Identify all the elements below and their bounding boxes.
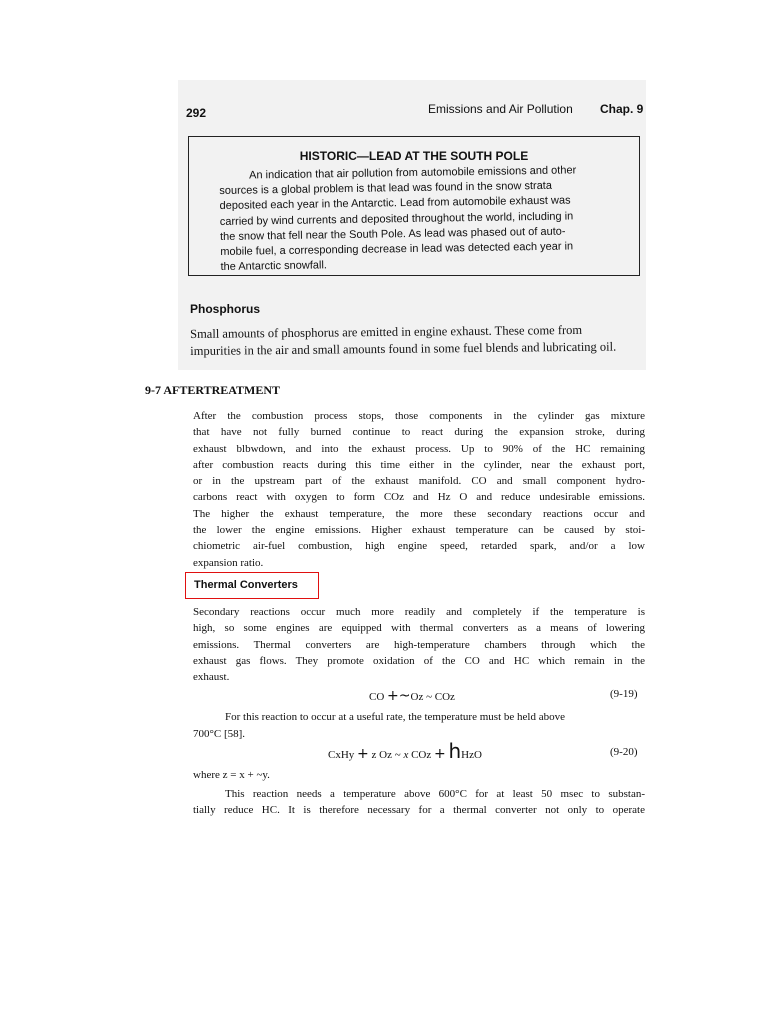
sidebar-line: mobile fuel, a corresponding decrease in lead was detected each year in — [220, 240, 574, 259]
where-plus: + — [247, 769, 254, 781]
where-text: where z = — [193, 769, 237, 781]
sidebar-line: the Antarctic snowfall. — [220, 259, 328, 274]
paragraph-line: the lower the engine emissions. Higher exhaust temperature can be caused by stoi- — [193, 524, 645, 537]
eq-term: COz — [411, 749, 432, 761]
thermal-paragraph — [193, 604, 645, 685]
section-heading: 9-7 AFTERTREATMENT — [145, 383, 281, 397]
paragraph-line: expansion ratio. — [193, 556, 264, 569]
paragraph-line: exhaust gas flows. They promote oxidation of the CO and HC which remain in the — [193, 654, 645, 667]
sidebar-line: An indication that air pollution from automobile emissions and other — [249, 164, 577, 182]
eq-plus: + — [387, 688, 399, 704]
sidebar-line: the snow that fell near the South Pole. As lead was phased out of auto- — [219, 225, 566, 243]
sidebar-body — [219, 163, 616, 276]
sidebar-line: sources is a global problem is that lead was found in the snow strata — [219, 179, 553, 198]
sidebar-line: deposited each year in the Antarctic. Lead from automobile exhaust was — [219, 194, 571, 213]
highlight-box — [185, 572, 319, 599]
eq-glyph: h — [448, 739, 462, 763]
eq-term: CO — [369, 691, 385, 703]
text-line: For this reaction to occur at a useful rate, the temperature must be held above — [225, 711, 565, 723]
paragraph-line: After the combustion process stops, those components in the cylinder gas mixture — [193, 410, 645, 422]
paragraph-line: after combustion reacts during this time either in the cylinder, near the exhaust port, — [193, 458, 645, 471]
paragraph-line: carbons react with oxygen to form COz and Hz O and reduce undesirable emissions. — [193, 491, 645, 504]
sidebar-title: HISTORIC—LEAD AT THE SOUTH POLE — [299, 149, 529, 163]
eq-variable: x — [403, 749, 409, 761]
eq-plus: + — [434, 746, 446, 762]
where-line — [193, 769, 270, 781]
eq-term: HzO — [461, 749, 482, 761]
paragraph-line: that have not fully burned continue to react during the expansion stroke, during — [193, 426, 645, 439]
eq-tilde: ~ — [398, 688, 411, 704]
phosphorus-paragraph — [190, 321, 642, 360]
eq-term: z Oz ~ — [371, 749, 401, 761]
chapter-label: Chap. 9 — [600, 102, 644, 116]
running-title: Emissions and Air Pollution — [428, 102, 573, 116]
paragraph-line: tially reduce HC. It is therefore necessary for a thermal converter not only to operate — [193, 804, 645, 817]
paragraph-line: This reaction needs a temperature above 600°C for at least 50 msec to substan- — [225, 788, 645, 800]
thermal-converters-heading: Thermal Converters — [194, 579, 298, 591]
paragraph-line: or in the upstream part of the exhaust manifold. CO and small component hydro- — [193, 475, 645, 488]
phosphorus-heading: Phosphorus — [190, 302, 261, 316]
paragraph-line: Small amounts of phosphorus are emitted in engine exhaust. These come from — [190, 322, 583, 341]
where-tail: ~y. — [256, 769, 270, 781]
page-number: 292 — [186, 106, 207, 120]
equation-number: (9-20) — [610, 746, 638, 758]
tail-paragraph — [193, 786, 645, 819]
eq-plus: + — [357, 746, 369, 762]
where-variable: x — [239, 769, 245, 781]
paragraph-line: Secondary reactions occur much more readily and completely if the temperature is — [193, 606, 645, 618]
paragraph-line: exhaust blbwdown, and into the exhaust process. Up to 90% of the HC remaining — [193, 442, 645, 455]
eq-term: CxHy — [328, 749, 355, 761]
paragraph-line: high, so some engines are equipped with thermal converters as a means of lowering — [193, 622, 645, 635]
eq-term: Oz ~ COz — [410, 691, 455, 703]
text-line: 700°C [58]. — [193, 728, 246, 740]
equation-number: (9-19) — [610, 688, 638, 700]
equation-9-19 — [369, 688, 455, 704]
historic-sidebar-box — [188, 136, 640, 276]
paragraph-line: chiometric air-fuel combustion, high engine speed, retarded spark, and/or a low — [193, 540, 645, 553]
aftertreatment-paragraph — [193, 408, 645, 571]
paragraph-line: emissions. Thermal converters are high-temperature chambers through which the — [193, 638, 645, 651]
sidebar-line: carried by wind currents and deposited throughout the world, including in — [219, 210, 574, 228]
paragraph-line: exhaust. — [193, 671, 230, 684]
equation-9-20 — [328, 739, 482, 763]
paragraph-line: impurities in the air and small amounts found in some fuel blends and lubricating oil. — [190, 339, 617, 358]
paragraph-line: The higher the exhaust temperature, the more these secondary reactions occur and — [193, 507, 645, 520]
